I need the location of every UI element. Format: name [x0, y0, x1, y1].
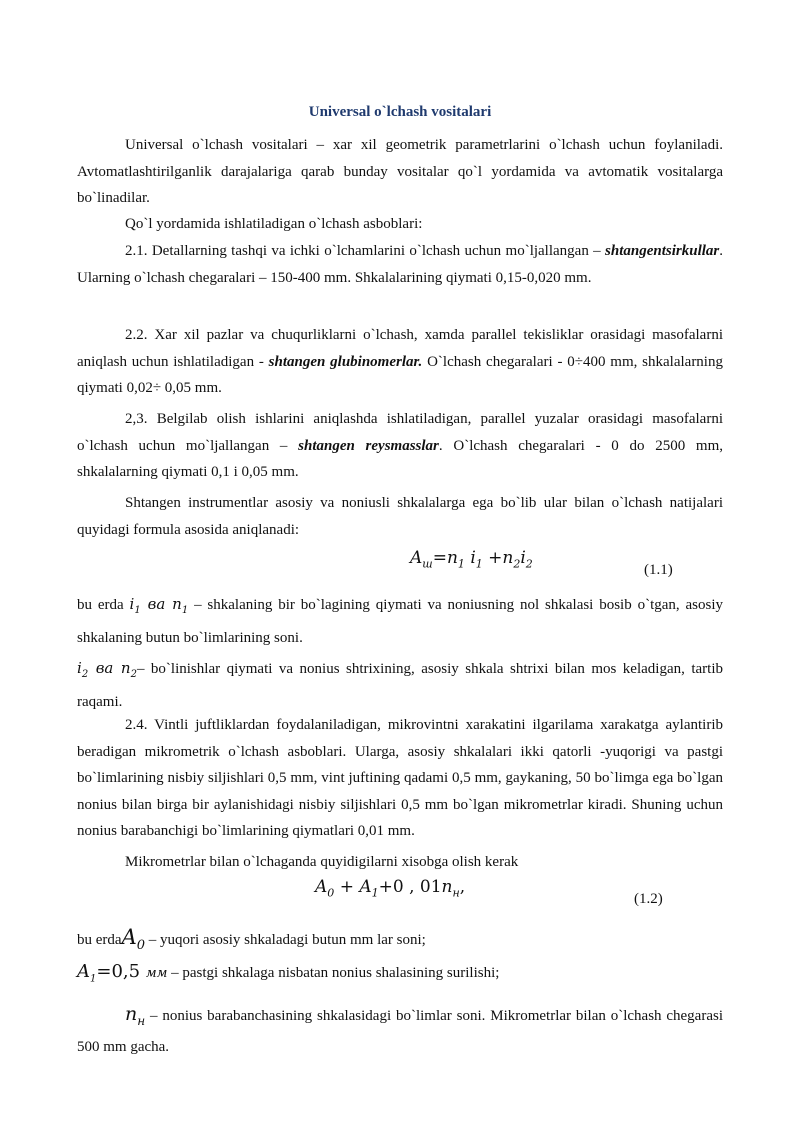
document-title: Universal o`lchash vositalari [308, 104, 492, 120]
formula-1-number: (1.1) [644, 562, 673, 578]
paragraph-micrometer-formula-intro: Mikrometrlar bilan o`lchaganda quyidigilarni xisobga olish kerak [125, 854, 519, 870]
symbol-i2: $i_2$ ва $n_2$ [77, 659, 137, 680]
paragraph-reysmass: 2,3. Belgilab olish ishlarini aniqlashda ishlatiladigan, parallel yuzalar orasidagi masofalarni o`lchash uchun mo`ljallangan – shtangen reysmasslar. O`lchash chegaralari - 0 do 2500 mm, shkalalarning qiymati 0,1 i 0,05 mm. [77, 411, 724, 480]
paragraph-manual-tools: Qo`l yordamida ishlatiladigan o`lchash asboblari: [125, 216, 423, 232]
paragraph-where-a1: $A_1=0,5$ мм – pastgi shkalaga nisbatan nonius shalasining surilishi; [77, 961, 500, 985]
paragraph-shtangentsirkul: 2.1. Detallarning tashqi va ichki o`lchamlarini o`lchash uchun mo`ljallangan – shtangentsirkullar. Ularning o`lchash chegaralari – 150-400 mm. Shkalalarining qiymati 0,15-0,020 mm. [77, 243, 723, 286]
paragraph-where-n: $n_н$ – nonius barabanchasining shkalasidagi bo`limlar soni. Mikrometrlar bilan o`lchash chegarasi 500 mm gacha. [77, 1003, 723, 1056]
paragraph-where-a0: bu erdaA$_0$ – yuqori asosiy shkaladagi butun mm lar soni; [77, 925, 426, 954]
symbol-i1: $i_1$ ва $n_1$ [129, 595, 189, 616]
paragraph-formula-intro: Shtangen instrumentlar asosiy va noniusli shkalalarga ega bo`lib ular bilan o`lchash natijalari quyidagi formula asosida aniqlanadi: [77, 495, 723, 538]
term-glubinomer: shtangen glubinomerlar. [268, 353, 423, 370]
paragraph-glubinomer: 2.2. Xar xil pazlar va chuqurliklarni o`lchash, xamda parallel tekisliklar orasidagi masofalarni aniqlash uchun ishlatiladigan - shtangen glubinomerlar. O`lchash chegaralari - 0÷400 mm, shkalalarning qiymati 0,02÷ 0,05 mm. [77, 327, 723, 396]
symbol-a1: $A_1=0,5$ мм [77, 961, 168, 985]
paragraph-where-i1: bu erda $i_1$ ва $n_1$ – shkalaning bir bo`lagining qiymati va noniusning nol shkalasi bosib o`tgan, asosiy shkalaning butun bo`limlarining soni. [77, 595, 723, 646]
paragraph-micrometer: 2.4. Vintli juftliklardan foydalaniladigan, mikrovintni xarakatini ilgarilama xarakatga aylantirib beradigan mikrometrik o`lchash asboblari. Ularga, asosiy shkalalari ikki qatorli -yuqorigi va pastgi bo`limlarining nisbiy siljishlari 0,5 mm, vint juftining qadami 0,5 mm, gaykaning, 50 bo`limga ega bo`lgan nonius bilan birga bir aylanishidagi nisbiy siljishlari 0,5 mm bo`lgan mikrometrlar kiradi. Shuning uchun nonius barabanchigi bo`limlarining qiymatlari 0,01 mm. [77, 717, 723, 839]
formula-2-number: (1.2) [634, 891, 663, 907]
paragraph-intro: Universal o`lchash vositalari – xar xil geometrik parametrlarini o`lchash uchun foylaniladi. Avtomatlashtirilganlik darajalariga qarab bunday vositalar qo`l yordamida va avtomatik vositalarga bo`linadilar. [77, 137, 723, 206]
term-reysmass: shtangen reysmasslar [298, 437, 439, 454]
symbol-a0: $A_0$ [121, 925, 146, 954]
term-shtangentsirkul: shtangentsirkullar [605, 243, 720, 259]
formula-2: $A_0 + A_1+0$ , $01n_н$, [315, 877, 466, 900]
paragraph-where-i2: $i_2$ ва $n_2-$ bo`linishlar qiymati va nonius shtrixining, asosiy shkala shtrixi bilan mos keladigan, tartib raqami. [77, 659, 724, 710]
symbol-n: $n_н$ [125, 1003, 146, 1028]
formula-1: $A_ш=n_1$ $i_1 +n_2i_2$ [410, 548, 533, 571]
